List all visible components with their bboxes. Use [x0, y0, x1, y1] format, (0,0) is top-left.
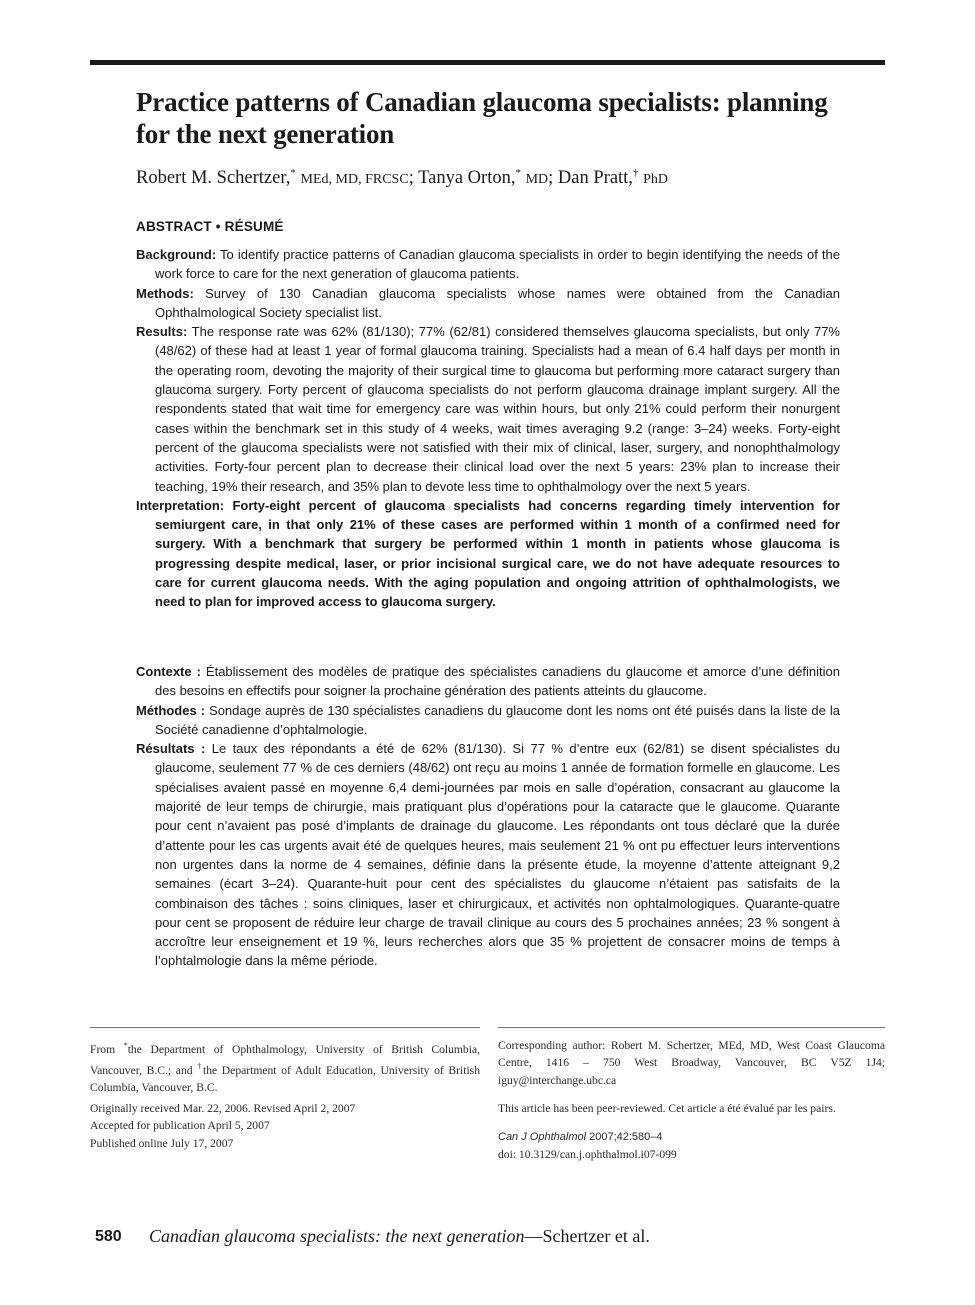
top-rule [90, 60, 885, 65]
abstract-interpretation: Interpretation: Forty-eight percent of glaucoma specialists had concerns regarding timely intervention for semiurgent care, in that only 21% of these cases are performed within 1 month of a confirmed need for surgery. With a benchmark that surgery be performed within 1 month in patients whose glaucoma is progressing despite medical, laser, or prior incisional surgical care, we do not have adequate resources to care for current glaucoma needs. With the aging population and ongoing attrition of ophthalmologists, we need to plan for improved access to glaucoma surgery. [136, 497, 840, 610]
footnote-peer-review: This article has been peer-reviewed. Cet article a été évalué par les pairs. [498, 1102, 836, 1115]
abstract-results: Results: The response rate was 62% (81/130); 77% (62/81) considered themselves glaucoma specialists, but only 77% (48/62) of these had at least 1 year of formal glaucoma training. Specialists had a mean of 6.4 half days per month in the operating room, devoting the majority of their surgical time to glaucoma but performing more cataract surgery than glaucoma surgery. Forty percent of glaucoma specialists do not perform glaucoma drainage implant surgery. All the respondents stated that wait time for emergency care was within hours, but only 21% could perform their nonurgent cases within the benchmark set in this study of 4 weeks, wait times averaging 9.2 (range: 3–24) weeks. Forty-eight percent of the glaucoma specialists were not satisfied with their mix of clinical, laser, surgery, and nonophthalmology activities. Forty-four percent plan to decrease their clinical load over the next 5 years: 23% plan to increase their teaching, 19% their research, and 35% plan to devote less time to ophthalmology over the next 5 years. [136, 324, 840, 494]
doi: doi: 10.3129/can.j.ophthalmol.i07-099 [498, 1148, 677, 1162]
resume-resultats: Résultats : Le taux des répondants a été de 62% (81/130). Si 77 % d’entre eux (62/81) se disent spécialistes du glaucome, seulement 77 % de ces derniers (48/62) ont reçu au moins 1 année de formation formelle en glaucome. Les spécialises avaient passé en moyenne 6,4 demi-journées par mois en salle d’opération, consacrant au glaucome la majorité de leur temps de chirurgie, mais pratiquant plus d’opérations pour la cataracte que le glaucome. Quarante pour cent n’avaient pas posé d’implants de drainage du glaucome. Les répondants ont tous déclaré que la durée d’attente pour les cas urgents avait été de quelques heures, mais seulement 21 % ont pu effectuer leurs interventions non urgentes dans la norme de 4 semaines, définie dans la présente étude, la moyenne d’attente atteignant 9,2 semaines (écart 3–24). Quarante-huit pour cent des spécialistes du glaucome n’étaient pas satisfaits de la combinaison des tâches : soins cliniques, laser et chirurgicaux, et activités non ophtalmologiques. Quarante-quatre pour cent se proposent de réduire leur charge de travail clinique au cours des 5 prochaines années; 23 % songent à accroître leur enseignement et 19 %, leurs recherches alors que 35 % projettent de consacrer moins de temps à l’ophtalmologie dans la même période. [136, 741, 840, 969]
page-number: 580 [95, 1228, 122, 1245]
running-authors: —Schertzer et al. [524, 1226, 650, 1246]
abstract-background: Background: To identify practice patterns of Canadian glaucoma specialists in order to begin identifying the needs of the work force to care for the next generation of glaucoma patients. [136, 247, 840, 282]
journal-volume: 2007;42:580–4 [586, 1131, 663, 1143]
resume-methodes: Méthodes : Sondage auprès de 130 spécialistes canadiens du glaucome dont les noms ont été puisés dans la liste de la Société canadienne d’ophtalmologie. [136, 702, 840, 737]
running-footer [149, 1226, 650, 1247]
date-received: Originally received Mar. 22, 2006. Revised April 2, 2007 [90, 1102, 356, 1115]
footnote-affiliations: From *the Department of Ophthalmology, University of British Columbia, Vancouver, B.C.; and †the Department of Adult Education, University of British Columbia, Vancouver, B.C. [90, 1041, 480, 1095]
date-accepted: Accepted for publication April 5, 2007 [90, 1119, 270, 1133]
abstract-french [136, 662, 840, 971]
abstract-english [136, 245, 840, 612]
resume-contexte: Contexte : Établissement des modèles de pratique des spécialistes canadiens du glaucome et amorce d’une définition des besoins en effectifs pour soigner la prochaine génération des patients atteints du glaucome. [136, 664, 840, 699]
footnote-rule-left [90, 1027, 480, 1028]
abstract-heading: ABSTRACT • RÉSUMÉ [136, 219, 284, 234]
footnote-dates [90, 1100, 480, 1152]
running-title: Canadian glaucoma specialists: the next generation [149, 1226, 525, 1246]
footnote-citation [498, 1128, 885, 1164]
abstract-methods: Methods: Survey of 130 Canadian glaucoma specialists whose names were obtained from the Canadian Ophthalmological Society specialist list. [136, 285, 840, 320]
footnote-corresponding-author: Corresponding author: Robert M. Schertzer, MEd, MD, West Coast Glaucoma Centre, 1416 – 750 West Broadway, Vancouver, BC V5Z 1J4; iguy@interchange.ubc.ca [498, 1039, 885, 1087]
footnote-rule-right [498, 1027, 885, 1028]
author-list [136, 161, 856, 192]
author-1: Robert M. Schertzer,* MEd, MD, FRCSC; [136, 167, 414, 189]
date-published: Published online July 17, 2007 [90, 1136, 234, 1150]
journal-name: Can J Ophthalmol [498, 1131, 587, 1143]
author-3: Dan Pratt,† PhD [557, 167, 668, 189]
author-2: Tanya Orton,* MD; [418, 167, 554, 189]
article-title: Practice patterns of Canadian glaucoma specialists: planning for the next generation [136, 87, 828, 149]
